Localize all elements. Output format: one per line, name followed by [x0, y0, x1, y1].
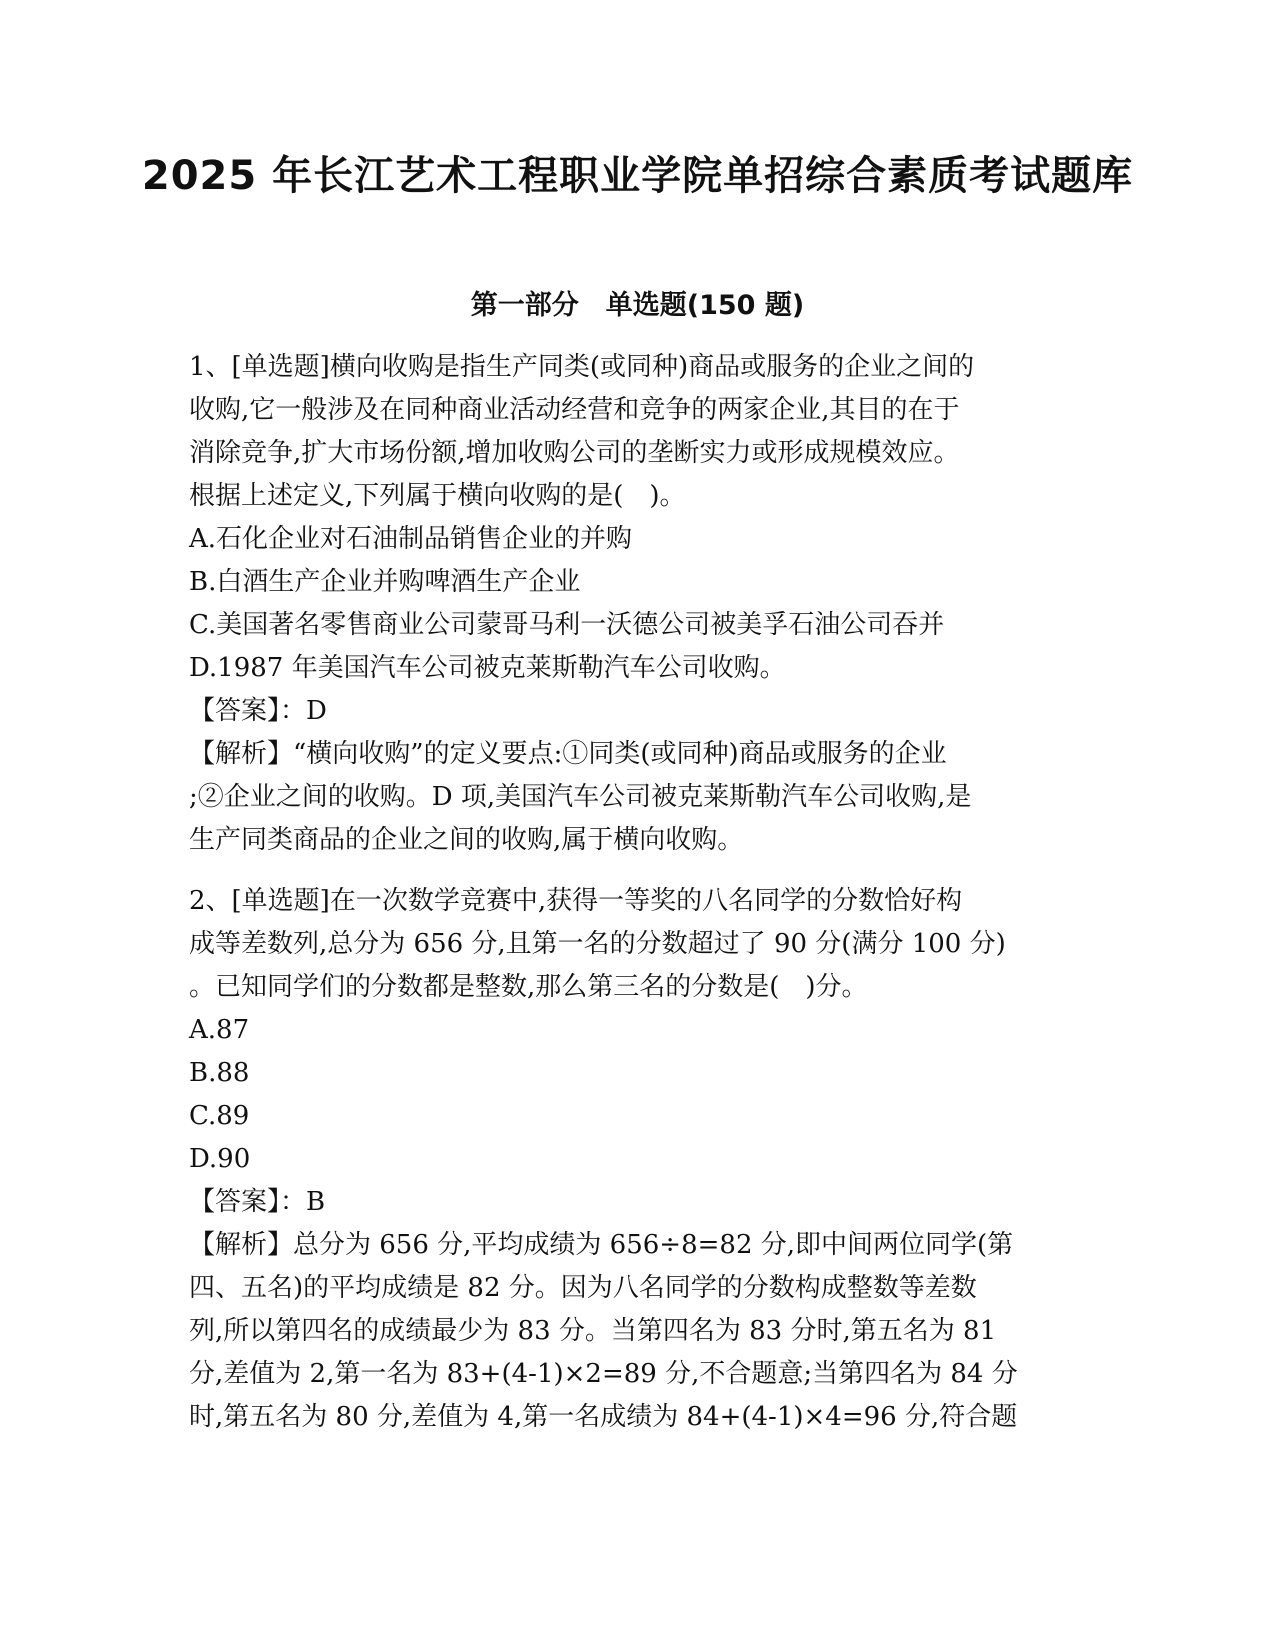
document-body	[189, 346, 1089, 1439]
analysis-line: 【解析】总分为 656 分,平均成绩为 656÷8=82 分,即中间两位同学(第	[189, 1230, 1014, 1260]
section-heading: 第一部分 单选题(150 题)	[470, 290, 805, 321]
analysis-line: 四、五名)的平均成绩是 82 分。因为八名同学的分数构成整数等差数	[189, 1273, 977, 1303]
question-stem-line: 根据上述定义,下列属于横向收购的是( )。	[189, 481, 686, 511]
analysis-line: 分,差值为 2,第一名为 83+(4-1)×2=89 分,不合题意;当第四名为 84 分	[189, 1359, 1018, 1389]
option-b: B.88	[189, 1058, 250, 1088]
question-stem-line: 成等差数列,总分为 656 分,且第一名的分数超过了 90 分(满分 100 分)	[189, 929, 1006, 959]
question-stem-line: 1、[单选题]横向收购是指生产同类(或同种)商品或服务的企业之间的	[189, 352, 975, 382]
answer-line: 【答案】：B	[189, 1187, 326, 1217]
analysis-line: 【解析】“横向收购”的定义要点:①同类(或同种)商品或服务的企业	[189, 739, 947, 769]
option-c: C.美国著名零售商业公司蒙哥马利一沃德公司被美孚石油公司吞并	[189, 610, 945, 640]
question-2	[189, 880, 1089, 1439]
analysis-line: 时,第五名为 80 分,差值为 4,第一名成绩为 84+(4-1)×4=96 分,符合题	[189, 1402, 1018, 1432]
analysis-line: ;②企业之间的收购。D 项,美国汽车公司被克莱斯勒汽车公司收购,是	[189, 782, 972, 812]
option-a: A.87	[189, 1015, 250, 1045]
question-stem-line: 2、[单选题]在一次数学竞赛中,获得一等奖的八名同学的分数恰好构	[189, 886, 963, 916]
analysis-line: 列,所以第四名的成绩最少为 83 分。当第四名为 83 分时,第五名为 81	[189, 1316, 997, 1346]
option-d: D.1987 年美国汽车公司被克莱斯勒汽车公司收购。	[189, 653, 786, 683]
analysis-line: 生产同类商品的企业之间的收购,属于横向收购。	[189, 825, 744, 855]
option-a: A.石化企业对石油制品销售企业的并购	[189, 524, 633, 554]
document-title: 2025 年长江艺术工程职业学院单招综合素质考试题库	[141, 153, 1134, 199]
question-1	[189, 346, 1089, 862]
option-b: B.白酒生产企业并购啤酒生产企业	[189, 567, 581, 597]
option-c: C.89	[189, 1101, 250, 1131]
option-d: D.90	[189, 1144, 251, 1174]
answer-line: 【答案】：D	[189, 696, 327, 726]
question-stem-line: 消除竞争,扩大市场份额,增加收购公司的垄断实力或形成规模效应。	[189, 438, 960, 468]
question-stem-line: 收购,它一般涉及在同种商业活动经营和竞争的两家企业,其目的在于	[189, 395, 960, 425]
question-stem-line: 。已知同学们的分数都是整数,那么第三名的分数是( )分。	[189, 972, 868, 1002]
